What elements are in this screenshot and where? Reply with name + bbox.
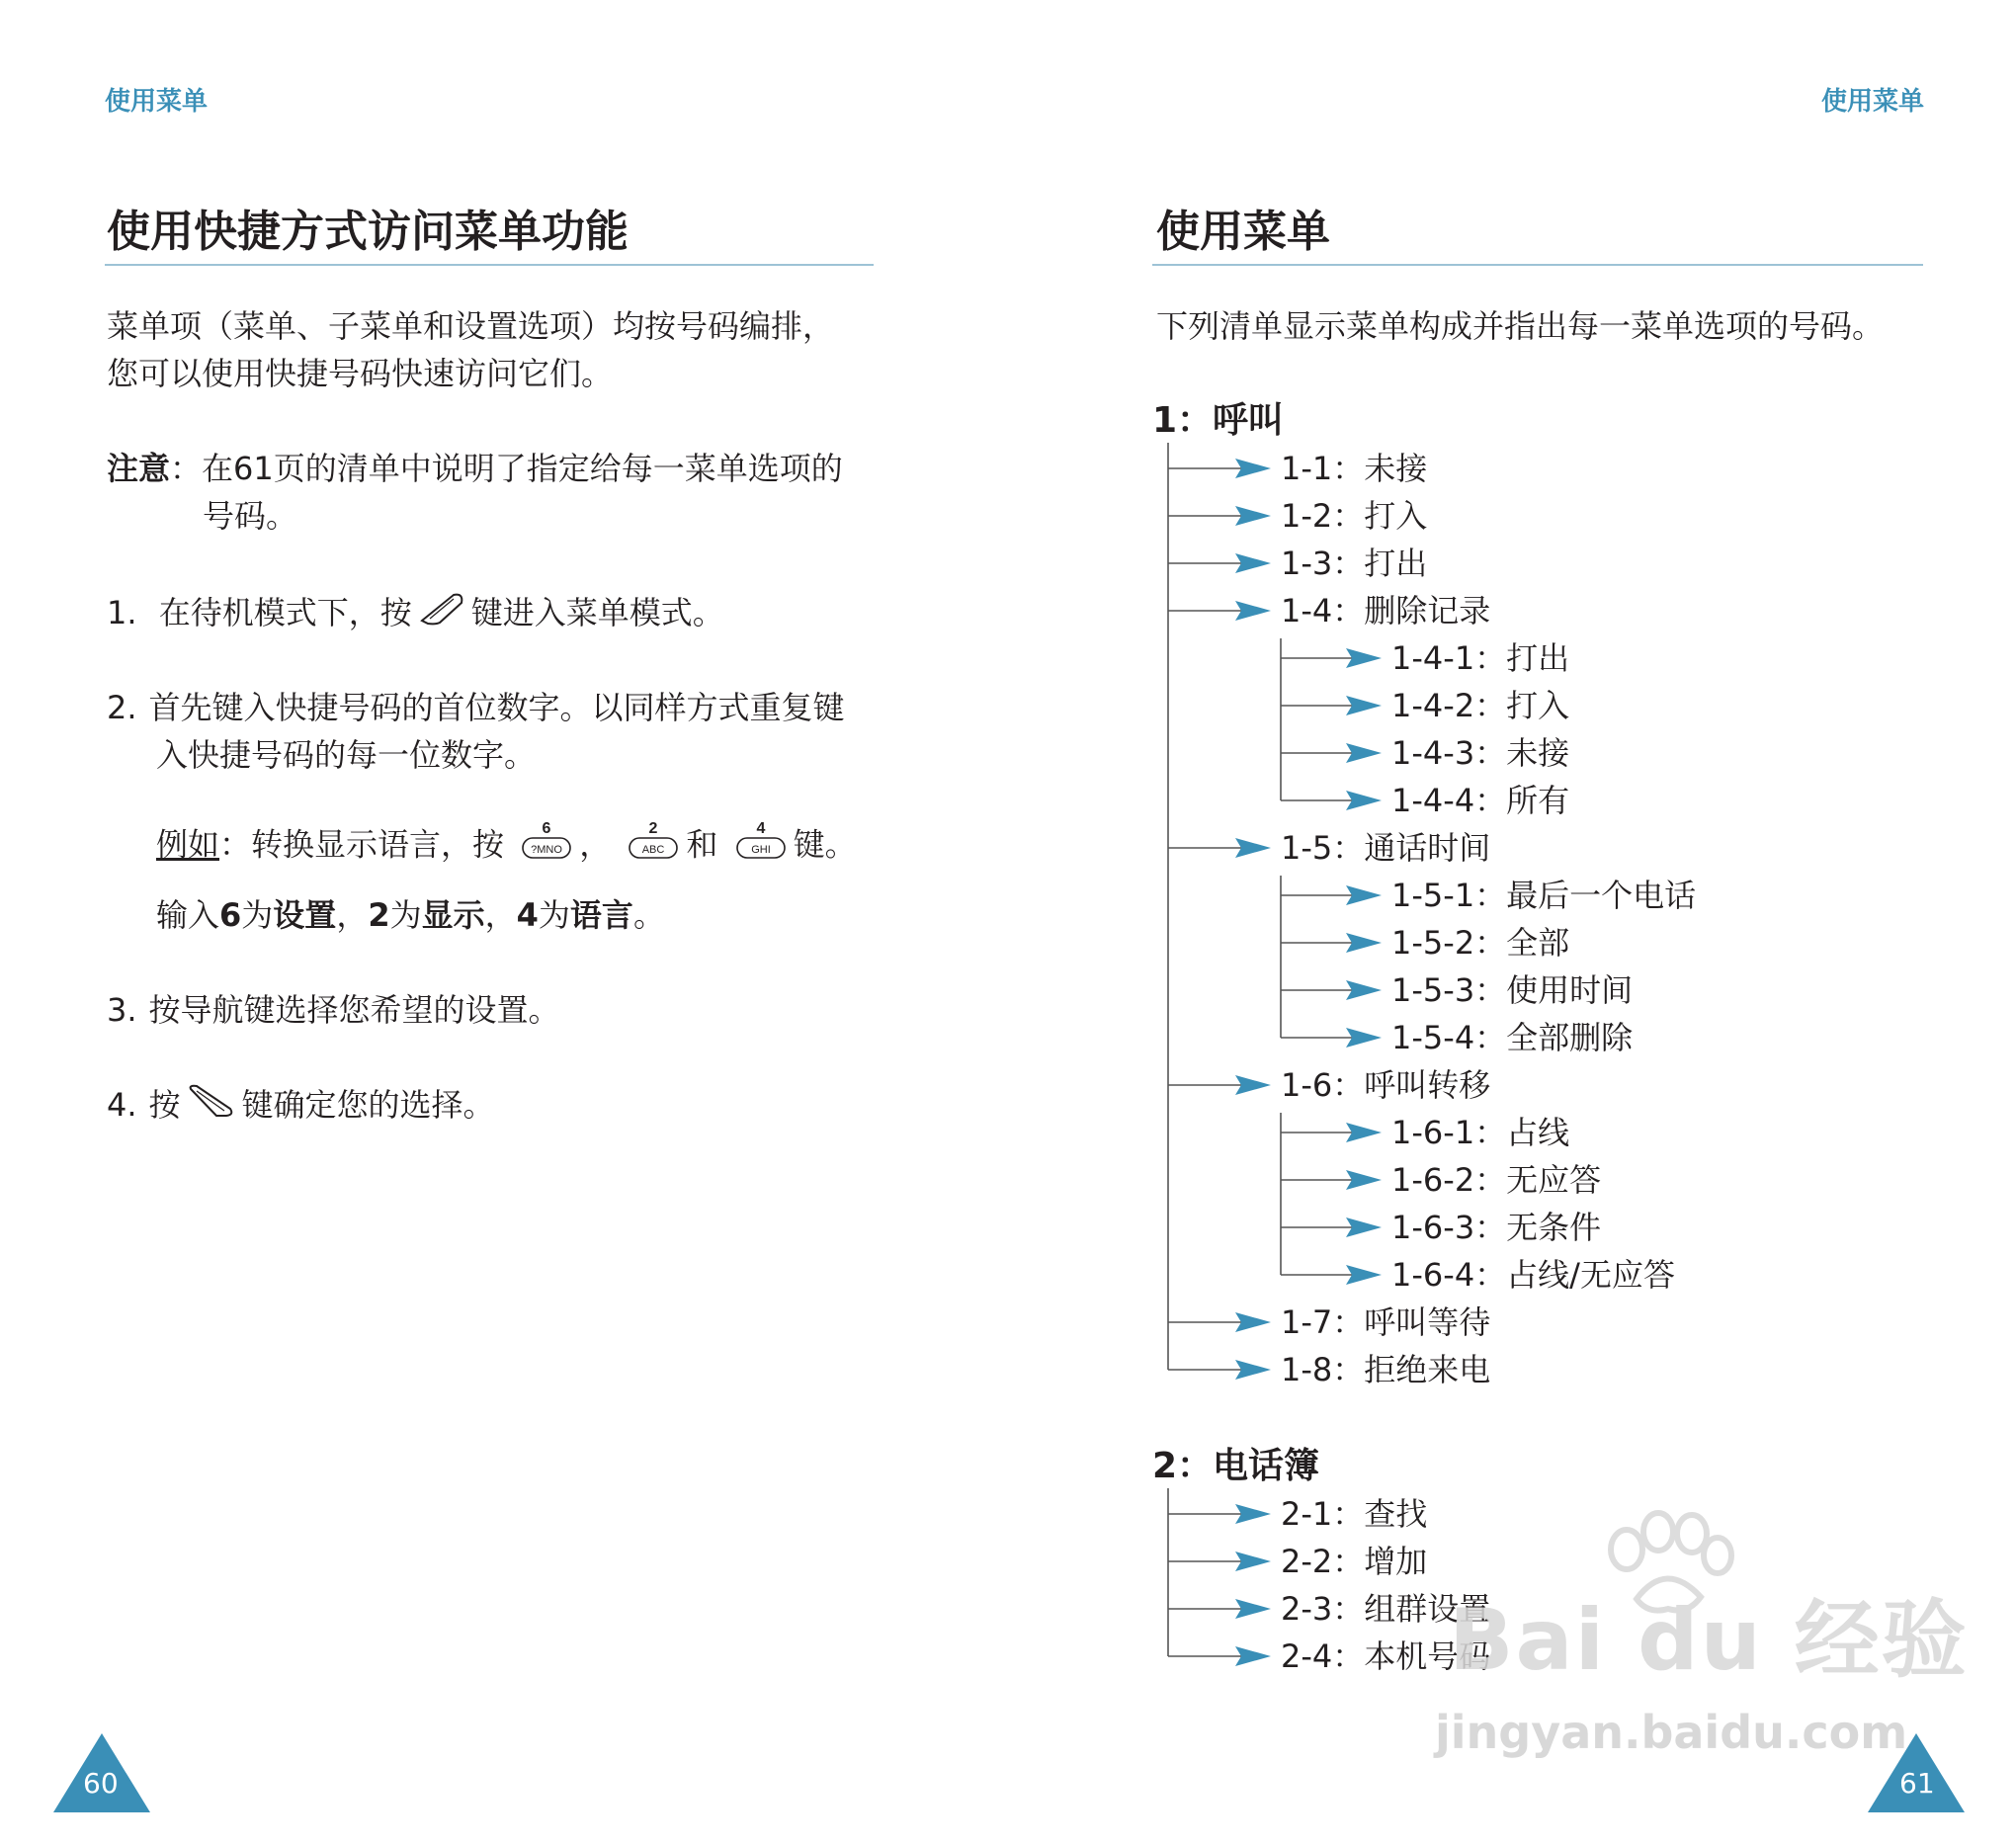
menu-item-1-5-4: 1-5-4：全部删除 (1391, 1019, 1634, 1056)
input-term-settings: 设置 (273, 896, 337, 934)
menu-category-2: 2：电话簿 (1152, 1446, 1320, 1486)
menu-item-1-6: 1-6：呼叫转移 (1281, 1066, 1491, 1104)
step-4-number: 4. (107, 1086, 137, 1124)
key-6-number: 6 (542, 820, 551, 837)
menu-item-1-4-1: 1-4-1：打出 (1391, 639, 1570, 677)
note-separator: ： (170, 450, 203, 487)
step-1-text-after: 键进入菜单模式。 (470, 594, 724, 631)
menu-item-1-6-4: 1-6-4：占线/无应答 (1391, 1256, 1675, 1294)
menu-item-1-8: 1-8：拒绝来电 (1281, 1351, 1491, 1388)
baidu-jingyan-watermark-logo (1449, 1571, 1969, 1694)
menu-category-1: 1：呼叫 (1152, 400, 1285, 441)
left-page-title: 使用快捷方式访问菜单功能 (107, 207, 629, 257)
menu-item-2-3: 2-3：组群设置 (1281, 1590, 1491, 1628)
note-label: 注意 (107, 450, 171, 487)
note-line-2: 号码。 (203, 497, 298, 535)
note-line-1: 在61页的清单中说明了指定给每一菜单选项的 (202, 450, 843, 487)
menu-item-1-4: 1-4：删除记录 (1281, 592, 1491, 629)
input-term-display: 显示 (421, 896, 485, 934)
right-running-head: 使用菜单 (1821, 87, 1925, 117)
watermark-logo-text: Bai du 经验 (1449, 1591, 1969, 1690)
menu-item-2-2: 2-2：增加 (1281, 1543, 1428, 1580)
key-6-letters: ?MNO (531, 844, 563, 856)
input-word-wei-1: 为 (241, 896, 274, 934)
key-2-letters: ABC (642, 844, 665, 856)
step-2-number: 2. (107, 689, 137, 726)
input-digit-2: 2 (368, 896, 390, 934)
step-1-text-before: 在待机模式下，按 (158, 594, 412, 631)
input-prefix: 输入 (156, 896, 220, 934)
step-4-text-after: 键确定您的选择。 (241, 1086, 495, 1124)
input-term-language: 语言 (569, 896, 633, 934)
step-3-text: 按导航键选择您希望的设置。 (148, 991, 560, 1029)
input-word-wei-2: 为 (389, 896, 422, 934)
input-comma-2: ， (484, 896, 517, 934)
watermark-url: jingyan.baidu.com (1435, 1706, 1908, 1759)
step-3-number: 3. (107, 991, 137, 1029)
step-2-line-2: 入快捷号码的每一位数字。 (156, 736, 537, 774)
left-running-head: 使用菜单 (105, 87, 209, 117)
menu-item-1-4-4: 1-4-4：所有 (1391, 782, 1570, 819)
key-4-letters: GHI (750, 844, 771, 856)
menu-item-1-4-2: 1-4-2：打入 (1391, 687, 1570, 724)
input-end: 。 (632, 896, 665, 934)
input-digit-6: 6 (219, 896, 242, 934)
example-comma: ， (579, 825, 612, 864)
intro-line-1: 菜单项（菜单、子菜单和设置选项）均按号码编排， (107, 307, 835, 345)
menu-item-1-5: 1-5：通话时间 (1281, 829, 1491, 867)
input-digit-4: 4 (516, 896, 539, 934)
menu-item-1-4-3: 1-4-3：未接 (1391, 734, 1570, 772)
right-page-number: 61 (1899, 1767, 1935, 1800)
left-page-number: 60 (83, 1767, 119, 1800)
step-1-number: 1. (107, 594, 137, 631)
example-end: 键。 (793, 825, 857, 864)
example-label: 例如 (156, 825, 220, 864)
menu-item-2-1: 2-1：查找 (1281, 1495, 1428, 1533)
menu-item-1-5-2: 1-5-2：全部 (1391, 924, 1570, 962)
right-intro: 下列清单显示菜单构成并指出每一菜单选项的号码。 (1156, 307, 1885, 345)
menu-item-1-1: 1-1：未接 (1281, 450, 1428, 487)
input-word-wei-3: 为 (538, 896, 570, 934)
menu-item-1-6-1: 1-6-1：占线 (1391, 1114, 1570, 1151)
menu-item-2-4: 2-4：本机号码 (1281, 1637, 1491, 1675)
key-4-number: 4 (756, 820, 766, 837)
intro-line-2: 您可以使用快捷号码快速访问它们。 (107, 355, 614, 392)
menu-item-1-7: 1-7：呼叫等待 (1281, 1303, 1491, 1341)
step-2-line-1: 首先键入快捷号码的首位数字。以同样方式重复键 (148, 689, 845, 726)
menu-item-1-6-3: 1-6-3：无条件 (1391, 1209, 1602, 1246)
key-2-number: 2 (648, 820, 658, 837)
paw-print-icon (1597, 1510, 1735, 1619)
input-comma-1: ， (336, 896, 369, 934)
menu-item-1-2: 1-2：打入 (1281, 497, 1428, 535)
right-page-title: 使用菜单 (1156, 207, 1330, 257)
menu-item-1-5-1: 1-5-1：最后一个电话 (1391, 877, 1697, 914)
example-text-before: ：转换显示语言，按 (219, 825, 505, 864)
menu-item-1-5-3: 1-5-3：使用时间 (1391, 971, 1634, 1009)
menu-item-1-6-2: 1-6-2：无应答 (1391, 1161, 1602, 1199)
step-4-text-before: 按 (148, 1086, 181, 1124)
menu-item-1-3: 1-3：打出 (1281, 545, 1428, 582)
example-and: 和 (686, 825, 718, 864)
